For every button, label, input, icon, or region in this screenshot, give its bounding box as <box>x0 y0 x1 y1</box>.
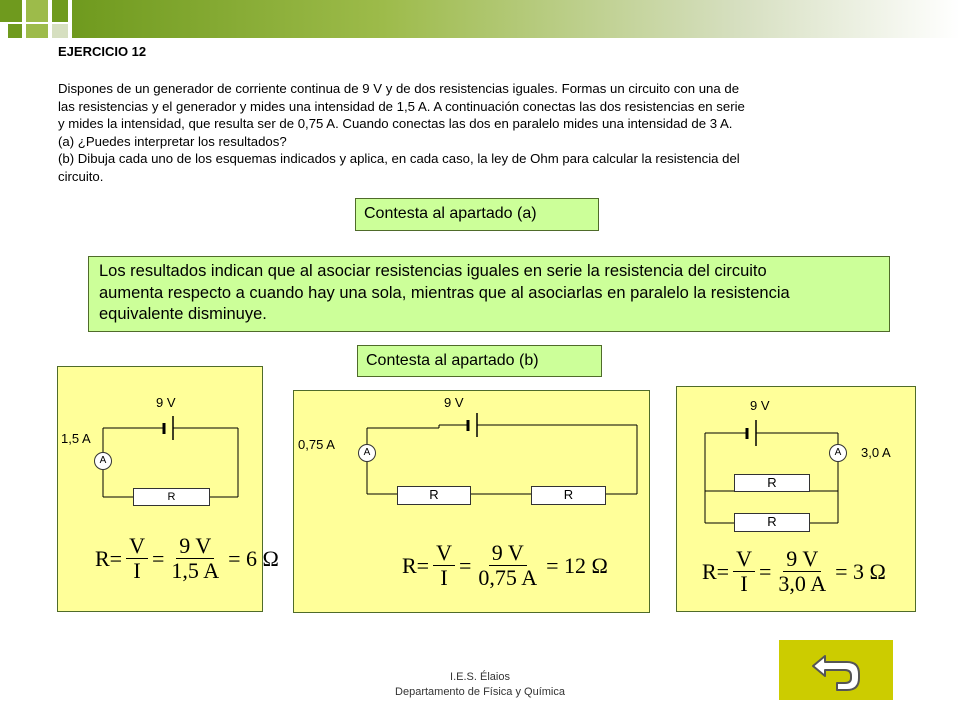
corner-square <box>52 24 68 38</box>
ammeter-symbol: A <box>829 444 847 462</box>
header-bar <box>72 0 960 38</box>
circuit-panel-single <box>57 366 279 612</box>
return-arrow-icon <box>779 640 893 700</box>
ohm-law-formula: R= $\frac{V}{I}$ = $\frac{9 V}{0,75 A}$ = 12 Ω <box>402 540 608 590</box>
answer-line: equivalente disminuye. <box>99 305 267 323</box>
corner-square <box>26 0 48 22</box>
circuit-panel-series <box>293 390 650 613</box>
resistor-symbol: R <box>734 474 810 492</box>
statement-line: y mides la intensidad, que resulta ser de 0,75 A. Cuando conectas las dos en paralelo mides una intensidad de 3 A. <box>58 116 733 131</box>
ammeter-symbol: A <box>94 452 112 470</box>
problem-statement <box>58 80 908 185</box>
current-label: 0,75 A <box>298 437 335 452</box>
voltage-label: 9 V <box>750 398 770 413</box>
statement-line: (b) Dibuja cada uno de los esquemas indicados y aplica, en cada caso, la ley de Ohm para calcular la resistencia del <box>58 151 740 166</box>
corner-square <box>26 24 48 38</box>
voltage-label: 9 V <box>156 395 176 410</box>
back-button[interactable] <box>779 640 893 700</box>
school-name: I.E.S. Élaios <box>450 671 510 683</box>
answer-part-b-button[interactable]: Contesta al apartado (b) <box>357 345 602 377</box>
resistor-symbol: R <box>397 486 471 505</box>
statement-line: las resistencias y el generador y mides una intensidad de 1,5 A. A continuación conectas las dos resistencias en serie <box>58 98 745 114</box>
statement-line: Dispones de un generador de corriente continua de 9 V y de dos resistencias iguales. Formas un circuito con una de <box>58 81 740 96</box>
resistor-symbol: R <box>531 486 606 505</box>
resistor-symbol: R <box>133 488 210 506</box>
current-label: 1,5 A <box>61 431 91 446</box>
answer-line: aumenta respecto a cuando hay una sola, mientras que al asociarlas en paralelo la resistencia <box>99 283 790 302</box>
exercise-title: EJERCICIO 12 <box>58 44 147 59</box>
resistor-symbol: R <box>734 513 810 532</box>
answer-part-a-box <box>88 256 890 332</box>
ammeter-symbol: A <box>358 444 376 462</box>
voltage-label: 9 V <box>444 395 464 410</box>
corner-square <box>0 0 22 22</box>
footer <box>330 670 630 700</box>
ohm-law-formula: R= $\frac{V}{I}$ = $\frac{9 V}{1,5 A}$ = 6 Ω <box>95 533 279 583</box>
statement-line: (a) ¿Puedes interpretar los resultados? <box>58 133 287 149</box>
statement-line: circuito. <box>58 168 104 184</box>
corner-square <box>8 24 22 38</box>
ohm-law-formula: R= $\frac{V}{I}$ = $\frac{9 V}{3,0 A}$ = 3 Ω <box>702 546 886 596</box>
circuit-panel-parallel <box>676 386 916 612</box>
current-label: 3,0 A <box>861 445 891 460</box>
answer-line: Los resultados indican que al asociar resistencias iguales en serie la resistencia del circuito <box>99 262 767 280</box>
answer-part-a-button[interactable]: Contesta al apartado (a) <box>355 198 599 231</box>
corner-square <box>52 0 68 22</box>
department-name: Departamento de Física y Química <box>395 686 565 698</box>
